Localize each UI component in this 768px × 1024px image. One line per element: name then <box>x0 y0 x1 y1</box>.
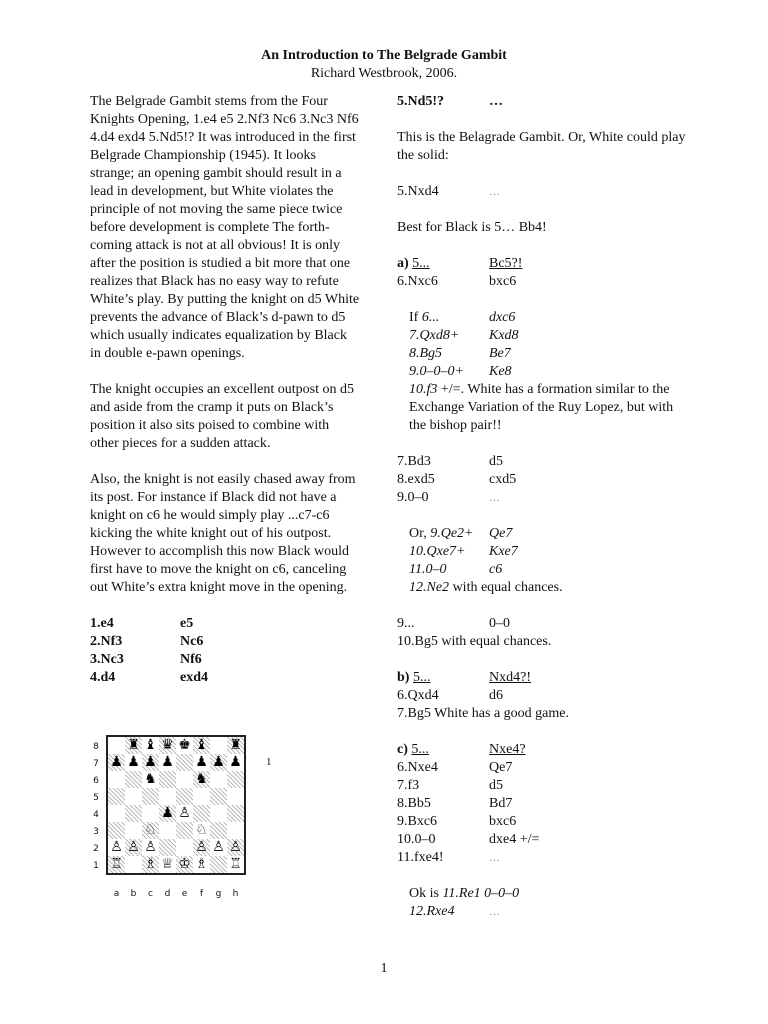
move-row <box>397 453 687 471</box>
black-move: … <box>489 852 500 864</box>
board-square-c6 <box>142 771 159 788</box>
board-square-a4 <box>108 805 125 822</box>
move-row <box>397 183 687 201</box>
rank-label: 7 <box>93 759 99 769</box>
white-move: 8.exd5 <box>397 472 435 487</box>
board-square-d8 <box>159 737 176 754</box>
board-square-b4 <box>125 805 142 822</box>
move-row <box>409 309 687 327</box>
best-text: Best for Black is 5… Bb4! <box>397 220 547 235</box>
rank-label: 2 <box>93 844 99 854</box>
board-square-f2 <box>193 839 210 856</box>
board-square-a8 <box>108 737 125 754</box>
move-row <box>397 489 687 507</box>
chess-piece: ♜ <box>127 737 140 753</box>
white-move: 9.Bxc6 <box>397 814 438 829</box>
black-move: Nf6 <box>180 652 202 667</box>
black-move: Bd7 <box>489 796 513 811</box>
white-move: 3.Nc3 <box>90 652 124 667</box>
move-row <box>397 759 687 777</box>
white-move: 12.Ne2 <box>409 580 450 595</box>
ok-line <box>409 885 687 903</box>
chess-piece: ♗ <box>144 856 157 872</box>
black-move: dxe4 +/= <box>489 832 540 847</box>
white-move: 5... <box>412 670 431 685</box>
white-move: 6.Nxc6 <box>397 274 438 289</box>
black-move: e5 <box>180 616 194 631</box>
black-move: 0–0 <box>489 616 510 631</box>
black-move: Nc6 <box>180 634 204 649</box>
move-row <box>90 633 360 651</box>
board-square-a5 <box>108 788 125 805</box>
equal-text: 10.Bg5 with equal chances. <box>397 634 552 649</box>
intro-paragraph: The Belgrade Gambit stems from the Four Knights Opening, 1.e4 e5 2.Nf3 Nc6 3.Nc3 Nf6 4.d4 exd4 5.Nd5!? It was introduced in the first Belgrade Championship (1945). It looks strange; an opening gambit should result in a lead in development, but White violates the principle of not moving the same piece twice before development is complete The forth-coming attack is not at all obvious! It is only after the position is studied a bit more that one realizes that Black has no easy way to refute White’s play. By putting the knight on d5 White prevents the advance of Black’s d-pawn to d5 which usually indicates equalization by Black in double e-pawn openings. <box>90 94 360 361</box>
board-square-c5 <box>142 788 159 805</box>
chess-piece: ♟ <box>161 754 174 770</box>
black-move: exd4 <box>180 670 208 685</box>
chess-piece: ♙ <box>229 839 242 855</box>
move-row <box>409 363 687 381</box>
chess-piece: ♘ <box>144 822 157 838</box>
white-move: 6... <box>421 310 440 325</box>
good-game-text: 7.Bg5 White has a good game. <box>397 706 569 721</box>
board-square-c3 <box>142 822 159 839</box>
board-square-g2 <box>210 839 227 856</box>
black-move: Qe7 <box>489 526 513 541</box>
white-move: 6.Nxe4 <box>397 760 438 775</box>
move-row <box>409 525 687 543</box>
page-number: 1 <box>380 961 388 976</box>
board-square-d7 <box>159 754 176 771</box>
board-square-a7 <box>108 754 125 771</box>
diagram-number: 1 <box>266 756 272 768</box>
board-square-b2 <box>125 839 142 856</box>
chess-piece: ♙ <box>127 839 140 855</box>
doc-author: Richard Westbrook, 2006. <box>310 66 458 81</box>
file-label: d <box>164 889 171 899</box>
board-square-g5 <box>210 788 227 805</box>
file-label: h <box>232 889 239 899</box>
rank-label: 8 <box>93 742 99 752</box>
chess-piece: ♞ <box>144 771 157 787</box>
white-move: 5.Nd5!? <box>397 94 445 109</box>
ok-label: Ok is <box>409 886 439 901</box>
chess-piece: ♞ <box>195 771 208 787</box>
move-row <box>397 273 687 291</box>
white-move: 9.0–0–0+ <box>409 364 464 379</box>
black-move: … <box>489 492 500 504</box>
chess-piece: ♟ <box>110 754 123 770</box>
if-label: If <box>409 310 419 325</box>
black-move: cxd5 <box>489 472 517 487</box>
right-column <box>397 93 687 921</box>
board-square-e2 <box>176 839 193 856</box>
board-square-d2 <box>159 839 176 856</box>
chess-piece: ♙ <box>178 805 191 821</box>
or-comment <box>409 579 687 597</box>
chess-piece: ♙ <box>110 839 123 855</box>
knight-paragraph: Also, the knight is not easily chased away from its post. For instance if Black did not have a knight on c6 he would simply play ...c7-c6 kicking the white knight out of his outpost. However to accomplish this now Black would first have to move the knight on c6, canceling out White’s extra knight move in the opening. <box>90 472 356 595</box>
variation-label: a) <box>397 256 409 271</box>
move-row <box>409 561 687 579</box>
black-move: Nxe4? <box>489 742 526 757</box>
move-row <box>397 471 687 489</box>
file-label: c <box>148 889 153 899</box>
move-row <box>409 543 687 561</box>
file-label: a <box>113 889 120 899</box>
board-square-c7 <box>142 754 159 771</box>
white-move: 8.Bg5 <box>409 346 443 361</box>
board-square-d1 <box>159 856 176 873</box>
variation-label: b) <box>397 670 410 685</box>
white-move: 10.Qxe7+ <box>409 544 466 559</box>
white-move: 7.f3 <box>397 778 420 793</box>
chess-piece: ♝ <box>195 737 208 753</box>
board-square-g6 <box>210 771 227 788</box>
white-move: 7.Bd3 <box>397 454 431 469</box>
chess-piece: ♟ <box>144 754 157 770</box>
black-move: d5 <box>489 778 503 793</box>
board-square-e8 <box>176 737 193 754</box>
move-row <box>409 903 687 921</box>
white-move: 11.Re1 0–0–0 <box>442 886 520 901</box>
file-labels <box>108 885 244 903</box>
board-square-c4 <box>142 805 159 822</box>
chess-piece: ♗ <box>195 856 208 872</box>
file-label: g <box>215 889 222 899</box>
white-move: 6.Qxd4 <box>397 688 439 703</box>
move-row <box>90 651 360 669</box>
white-move: 9.0–0 <box>397 490 429 505</box>
subvariation-ok <box>397 885 687 921</box>
chess-board <box>106 735 246 875</box>
chess-piece: ♙ <box>144 839 157 855</box>
chess-piece: ♟ <box>229 754 242 770</box>
move-row <box>90 669 360 687</box>
white-move: 1.e4 <box>90 616 114 631</box>
board-square-f3 <box>193 822 210 839</box>
board-square-g4 <box>210 805 227 822</box>
gambit-text: This is the Belagrade Gambit. Or, White could play the solid: <box>397 130 686 163</box>
file-label: b <box>130 889 137 899</box>
white-move: 2.Nf3 <box>90 634 123 649</box>
move-row <box>397 831 687 849</box>
file-label: f <box>199 889 204 899</box>
black-move: Bc5?! <box>489 256 523 271</box>
black-move: bxc6 <box>489 814 517 829</box>
white-move: 4.d4 <box>90 670 116 685</box>
board-square-h2 <box>227 839 244 856</box>
board-square-f5 <box>193 788 210 805</box>
move-row <box>409 327 687 345</box>
white-move: 10.0–0 <box>397 832 436 847</box>
chess-piece: ♖ <box>229 856 242 872</box>
move-row <box>409 345 687 363</box>
chess-piece: ♟ <box>127 754 140 770</box>
board-square-h8 <box>227 737 244 754</box>
board-square-f8 <box>193 737 210 754</box>
board-square-b6 <box>125 771 142 788</box>
black-move: dxc6 <box>489 310 516 325</box>
black-move: … <box>489 94 503 109</box>
white-move: 12.Rxe4 <box>409 904 455 919</box>
move-row <box>90 615 360 633</box>
board-square-d5 <box>159 788 176 805</box>
board-square-d4 <box>159 805 176 822</box>
white-move: 7.Qxd8+ <box>409 328 460 343</box>
board-square-h6 <box>227 771 244 788</box>
board-square-e7 <box>176 754 193 771</box>
chess-piece: ♚ <box>178 737 191 753</box>
board-square-f4 <box>193 805 210 822</box>
board-square-h3 <box>227 822 244 839</box>
white-move: 5... <box>412 256 430 271</box>
board-square-g1 <box>210 856 227 873</box>
white-move: 5.Nxd4 <box>397 184 439 199</box>
black-move: Ke8 <box>489 364 512 379</box>
board-square-c8 <box>142 737 159 754</box>
chess-piece: ♔ <box>178 856 191 872</box>
file-label: e <box>181 889 188 899</box>
board-square-h5 <box>227 788 244 805</box>
board-square-g8 <box>210 737 227 754</box>
board-square-a1 <box>108 856 125 873</box>
rank-label: 1 <box>93 861 99 871</box>
board-square-b3 <box>125 822 142 839</box>
chess-piece: ♝ <box>144 737 157 753</box>
chess-piece: ♙ <box>195 839 208 855</box>
rank-label: 5 <box>93 793 99 803</box>
subvariation-or <box>397 525 687 597</box>
black-move: Kxe7 <box>489 544 518 559</box>
document-header <box>0 47 768 83</box>
board-square-b8 <box>125 737 142 754</box>
chess-piece: ♙ <box>212 839 225 855</box>
move-row <box>397 93 687 111</box>
variation-a-header <box>397 255 687 273</box>
outpost-paragraph: The knight occupies an excellent outpost on d5 and aside from the cramp it puts on Black’s position it also sits poised to combine with other pieces for a sudden attack. <box>90 382 354 451</box>
black-move: Be7 <box>489 346 511 361</box>
board-square-f7 <box>193 754 210 771</box>
doc-title: An Introduction to The Belgrade Gambit <box>261 48 507 63</box>
board-square-g3 <box>210 822 227 839</box>
board-square-d6 <box>159 771 176 788</box>
white-move: 11.fxe4! <box>397 850 444 865</box>
chess-piece: ♟ <box>161 805 174 821</box>
white-move: 9.Qe2+ <box>430 526 474 541</box>
chess-piece: ♛ <box>161 737 174 753</box>
black-move: Nxd4?! <box>489 670 531 685</box>
board-square-e3 <box>176 822 193 839</box>
variation-b-header <box>397 669 687 687</box>
board-square-b1 <box>125 856 142 873</box>
black-move: Qe7 <box>489 760 513 775</box>
move-row <box>397 777 687 795</box>
white-move: 9... <box>397 616 415 631</box>
rank-label: 3 <box>93 827 99 837</box>
variation-c-header <box>397 741 687 759</box>
move-row <box>397 795 687 813</box>
board-square-a2 <box>108 839 125 856</box>
board-square-b5 <box>125 788 142 805</box>
rank-label: 6 <box>93 776 99 786</box>
rank-label: 4 <box>93 810 99 820</box>
chess-piece: ♟ <box>212 754 225 770</box>
board-square-g7 <box>210 754 227 771</box>
black-move: d6 <box>489 688 503 703</box>
board-square-h4 <box>227 805 244 822</box>
board-square-a3 <box>108 822 125 839</box>
board-square-h1 <box>227 856 244 873</box>
white-move: 5... <box>411 742 429 757</box>
white-move: 10.f3 <box>409 382 438 397</box>
board-square-e5 <box>176 788 193 805</box>
opening-moves <box>90 615 360 687</box>
board-square-e4 <box>176 805 193 822</box>
white-move: 8.Bb5 <box>397 796 431 811</box>
chess-piece: ♘ <box>195 822 208 838</box>
board-square-e1 <box>176 856 193 873</box>
black-move: Kxd8 <box>489 328 519 343</box>
chess-piece: ♕ <box>161 856 174 872</box>
move-row <box>397 813 687 831</box>
board-square-f6 <box>193 771 210 788</box>
subvariation-if <box>397 309 687 435</box>
board-square-h7 <box>227 754 244 771</box>
chess-piece: ♟ <box>195 754 208 770</box>
board-square-f1 <box>193 856 210 873</box>
black-move: c6 <box>489 562 503 577</box>
comment-text: +/=. White has a formation similar to the Exchange Variation of the Ruy Lopez, but with the bishop pair!! <box>409 382 674 433</box>
white-move: 11.0–0 <box>409 562 447 577</box>
board-square-e6 <box>176 771 193 788</box>
board-square-b7 <box>125 754 142 771</box>
black-move: bxc6 <box>489 274 517 289</box>
chess-piece: ♜ <box>229 737 242 753</box>
black-move: … <box>489 906 500 918</box>
board-square-c2 <box>142 839 159 856</box>
board-square-d3 <box>159 822 176 839</box>
move-row <box>397 687 687 705</box>
black-move: d5 <box>489 454 503 469</box>
comment-text: with equal chances. <box>449 580 563 595</box>
board-square-c1 <box>142 856 159 873</box>
move-row <box>397 849 687 867</box>
board-square-a6 <box>108 771 125 788</box>
or-label: Or, <box>409 526 427 541</box>
variation-label: c) <box>397 742 408 757</box>
subvariation-comment <box>409 381 687 435</box>
black-move: … <box>489 186 500 198</box>
left-column <box>90 93 360 687</box>
chess-piece: ♖ <box>110 856 123 872</box>
move-row <box>397 615 687 633</box>
